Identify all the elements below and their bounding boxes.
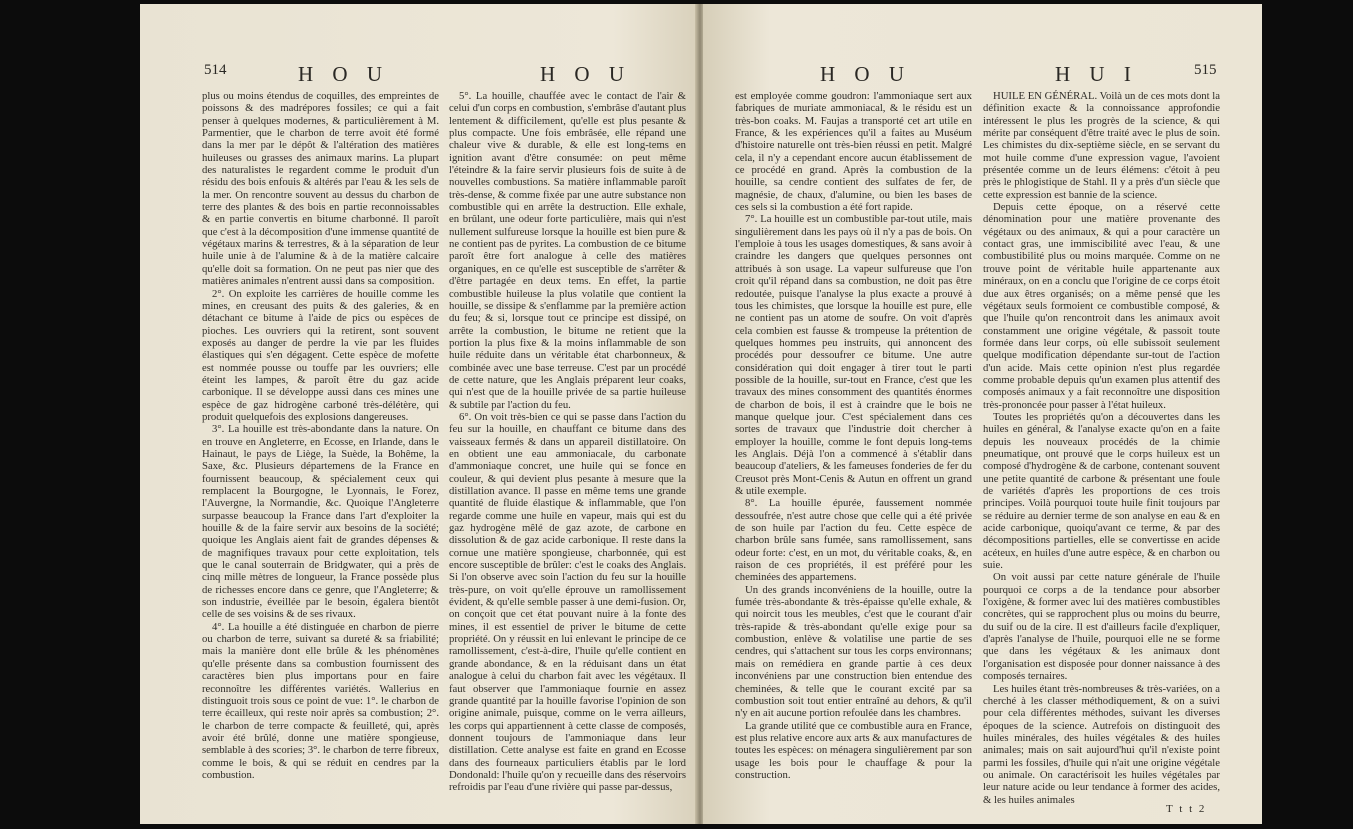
signature-mark: T t t 2 <box>1166 803 1207 815</box>
right-page-column-1 <box>735 90 972 802</box>
page-number-left: 514 <box>204 62 227 78</box>
right-page <box>703 4 1262 824</box>
paragraph: 2°. On exploite les carrières de houille comme les mines, en creusant des puits & des galeries, & en détachant ce bitume à l'aide de pics ou espèces de pioches. Les ouvriers qui la retirent, sont souvent exposés au danger de perdre la vie par les fluides élastiques qui s'en dégagent. Cette espèce de mofette est nommée pousse ou touffe par les ouvriers; elle éteint les lampes, & paroît être du gaz acide carbonique. Il se développe aussi dans ces mines une espèce de gaz hidrogène carboné très-délétère, qui produit quelquefois des explosions dangereuses. <box>202 287 439 423</box>
paragraph: 5°. La houille, chauffée avec le contact de l'air & celui d'un corps en combustion, s'embrâse d'autant plus lentement & difficilement, qu'elle est plus pesante & plus compacte. Une fois embrâsée, elle répand une chaleur vive & durable, & elle est long-tems en ignition avant d'être consumée: on peut même l'éteindre & la faire servir plusieurs fois de suite à de nouvelles combustions. Sa matière inflammable paroît très-dense, & comme fixée par une autre substance non combustible qui en arrête la destruction. Elle exhale, en brûlant, une odeur forte particulière, mais qui n'est nullement sulfureuse lorsque la houille est bien pure & ne contient pas de pyrites. La combustion de ce bitume paroît être fort analogue à celle des matières organiques, en ce qu'elle est susceptible de s'arrêter & d'être partagée en deux tems. En effet, la partie combustible huileuse la plus volatile que contient la houille, se dissipe & s'enflamme par la première action du feu; & si, lorsque tout ce principe est dissipé, on arrête la combustion, le bitume ne retient que la portion la plus fixe & la moins inflammable de son huile réduite dans un véritable état charbonneux, & combinée avec une base terreuse. C'est par un procédé de cette nature, que les Anglais préparent leur coaks, qui n'est que de la houille privée de sa partie huileuse & subtile par l'action du feu. <box>449 90 686 411</box>
page-number-right: 515 <box>1194 62 1217 78</box>
paragraph: Toutes les propriétés qu'on a découvertes dans les huiles en général, & l'analyse exacte qu'on en a faite depuis les nouveaux procédés de la chimie pneumatique, ont prouvé que le corps huileux est un composé d'hydrogène & de carbone, contenant souvent une petite quantité de carbone & présentant une foule de variétés d'après les proportions de ces trois principes. Voilà pourquoi toute huile finit toujours par se réduire au dernier terme de son analyse en eau & en acide carbonique, quoiqu'avant ce terme, & par des décompositions partielles, elle se convertisse en acide acéteux, en huiles d'une autre espèce, & en charbon ou suie. <box>983 410 1220 572</box>
open-book <box>140 4 1262 824</box>
paragraph: Un des grands inconvéniens de la houille, outre la fumée très-abondante & très-épaisse qu'elle exhale, & qui noircit tous les meubles, c'est que le courant d'air très-rapide & très-abondant qu'elle exige pour sa combustion, enlève & volatilise une partie de ses cendres, qui s'attachent sur tous les corps environnans; mais on remédiera en grande partie à ces deux inconvéniens par une construction bien entendue des cheminées, & telle que le courant excité par sa combustion soit tout entier entraîné au dehors, & qu'il n'y en ait aucune portion refoulée dans les chambres. <box>735 583 972 720</box>
running-head-left-2: H O U <box>540 62 631 86</box>
paragraph: 4°. La houille a été distinguée en charbon de pierre ou charbon de terre, suivant sa dureté & sa friabilité; mais la manière dont elle brûle & les phénomènes qu'elle présente dans sa combustion fournissent des caractères bien plus importans pour en faire reconnoître les différentes variétés. Wallerius en distinguoit trois sous ce point de vue: 1°. le charbon de terre écailleux, qui reste noir après sa combustion; 2°. le charbon de terre compacte & feuilleté, qui, après avoir été brûlé, donne une matière spongieuse, semblable à des scories; 3°. le charbon de terre fibreux, comme le bois, & qui se réduit en cendres par la combustion. <box>202 620 439 781</box>
paragraph: Depuis cette époque, on a réservé cette dénomination pour une matière provenante des végétaux ou des animaux, & qui a pour caractère un contact gras, une immiscibilité avec l'eau, & une combustibilité plus ou moins marquée. Comme on ne trouve point de véritable huile appartenante aux minéraux, on en a conclu que l'origine de ce corps étoit due aux êtres organisés; on a même pensé que les végétaux seuls formoient ce combustible composé, & que l'huile qu'on rencontroit dans les animaux avoit constamment une origine végétale, & passoit toute formée dans leur corps, où elle subissoit seulement quelque modification dépendante sur-tout de l'action d'un acide. Mais cette opinion n'est plus regardée comme probable depuis qu'un examen plus attentif des composés animaux y a fait reconnoître une disposition très-prononcée pour passer à l'état huileux. <box>983 201 1220 411</box>
running-head-left-1: H O U <box>298 62 389 86</box>
paragraph: Les huiles étant très-nombreuses & très-variées, on a cherché à les classer méthodiquement, & on a suivi pour cela différentes méthodes, suivant les diverses époques de la science. Autrefois on distinguoit des huiles minérales, des huiles végétales & des huiles animales; mais on sait aujourd'hui qu'il n'existe point parmi les fossiles, d'huile qui n'ait une origine végétale ou animale. On caractérisoit les huiles végétales par leur nature acide ou leur tendance à former des acides, & les huiles animales <box>983 682 1220 806</box>
paragraph: HUILE EN GÉNÉRAL. Voilà un de ces mots dont la définition exacte & la connoissance approfondie intéressent le plus les progrès de la science, & qui mérite par conséquent d'être traité avec le plus de soin. Les chimistes du dix-septième siècle, en se servant du mot huile comme d'une expression vague, l'avoient présentée comme un de leurs élémens: c'étoit à peu près le phlogistique de Stahl. Il y a près d'un siècle que cette expression est bannie de la science. <box>983 90 1220 201</box>
paragraph: On voit aussi par cette nature générale de l'huile pourquoi ce corps a de la tendance pour absorber l'oxigène, & former avec lui des matières combustibles concrètes, qui se rapprochent plus ou moins du beurre, du suif ou de la cire. Il est d'ailleurs facile d'expliquer, d'après l'analyse de l'huile, pourquoi elle ne se forme que dans les végétaux & les animaux dont l'organisation est disposée pour donner naissance à des composés ternaires. <box>983 571 1220 683</box>
running-head-right-2: H U I <box>1055 62 1138 86</box>
paragraph: 7°. La houille est un combustible par-tout utile, mais singulièrement dans les pays où il n'y a pas de bois. On l'emploie à tous les usages domestiques, & sans avoir à craindre les dangers que quelques personnes ont attribués à son usage. La vapeur sulfureuse que l'on croit qu'il répand dans sa combustion, ne doit pas être redoutée, puisque l'analyse la plus exacte a prouvé à tous les chimistes, que lorsque la houille est pure, elle ne contient pas un atome de soufre. On voit d'après cela combien est fausse & trompeuse la prétention de quelques hommes peu instruits, qui annoncent des procédés pour dessoufrer ce bitume. Une autre considération qui doit engager à tirer tout le parti possible de la houille, sur-tout en France, c'est que les travaux des mines consomment des quantités énormes de charbon de bois, il est à craindre que le bois ne manque quelque jour. C'est spécialement dans ces sortes de travaux que l'industrie doit chercher à employer la houille, comme le font depuis long-tems les Anglais. Déjà l'on a commencé à s'établir dans beaucoup d'ateliers, & les fameuses fonderies de fer du Creusot près Mont-Cenis & Autun en offrent un grand & utile exemple. <box>735 213 972 497</box>
left-page-column-1 <box>202 90 439 802</box>
paragraph: plus ou moins étendus de coquilles, des empreintes de poissons & des madrépores fossiles; ce qui a fait penser à quelques modernes, & particulièrement à M. Parmentier, que le charbon de terre avoit été formé dans la mer par le dépôt & l'altération des matières huileuses ou grasses des animaux marins. La plupart des naturalistes le regardent comme le produit d'un résidu des bois enfouis & altérés par l'eau & les sels de la mer. On rencontre souvent au dessus du charbon de terre des plantes & des bois en partie reconnoissables & en partie convertis en bitume charbonné. Il paroît que c'est à la décomposition d'une immense quantité de végétaux marins & terrestres, & à la séparation de leur huile unie à de l'alumine & à de la matière calcaire qu'elle doit sa formation. On ne peut pas nier que des matières animales n'entrent aussi dans sa composition. <box>202 90 439 288</box>
left-page-column-2 <box>449 90 686 802</box>
paragraph: 3°. La houille est très-abondante dans la nature. On en trouve en Angleterre, en Ecosse, en Irlande, dans le Hainaut, le pays de Liège, la Suède, la Bohême, la Saxe, &c. Plusieurs départemens de la France en fournissent beaucoup, & spécialement ceux qui remplacent la Bourgogne, le Lyonnais, le Forez, l'Auvergne, la Normandie, &c. Quoique l'Angleterre surpasse beaucoup la France dans l'art d'exploiter la houille & de la faire servir aux besoins de la société; quoique les Anglais aient fait de grandes dépenses & de magnifiques travaux pour cette exploitation, tels que le canal souterrain de Bridgwater, qui a près de cinq mille mètres de longueur, la France possède plus de richesses encore dans ce genre, que l'Angleterre; & son industrie, éveillée par le besoin, égalera bientôt celle de ses voisins & de ses rivaux. <box>202 423 439 621</box>
running-head-right-1: H O U <box>820 62 911 86</box>
paragraph: La grande utilité que ce combustible aura en France, est plus relative encore aux arts & aux manufactures de toutes les espèces: on ménagera singulièrement par son usage les bois pour le chauffage & pour la construction. <box>735 719 972 781</box>
paragraph: est employée comme goudron: l'ammoniaque sert aux fabriques de muriate ammoniacal, & le résidu est un très-bon coaks. M. Faujas a transporté cet art utile en France, & les expériences qu'il a faites au Muséum d'histoire naturelle ont très-bien réussi en petit. Malgré cela, il n'y a cependant encore aucun établissement de ce procédé en grand. Après la combustion de la houille, sa cendre contient des sulfates de fer, de magnésie, de chaux, d'alumine, ou bien les bases de ces sels si la combustion a été fort rapide. <box>735 90 972 214</box>
paragraph: 8°. La houille épurée, faussement nommée dessoufrée, n'est autre chose que celle qui a été privée de son huile par l'action du feu. Cette espèce de charbon brûle sans fumée, sans ramollissement, sans odeur forte: c'est, en un mot, du véritable coaks, &, en raison de ces propriétés, il est préféré pour les cheminées des appartemens. <box>735 497 972 584</box>
right-page-column-2 <box>983 90 1220 806</box>
paragraph: 6°. On voit très-bien ce qui se passe dans l'action du feu sur la houille, en chauffant ce bitume dans des vaisseaux fermés & dans un appareil distillatoire. On en obtient une eau ammoniacale, du carbonate d'ammoniaque concret, une huile qui se fonce en couleur, & qui devient plus pesante à mesure que la distillation avance. Il passe en même tems une grande quantité de fluide élastique & inflammable, que l'on regarde comme une huile en vapeur, mais qui est du gaz hydrogène mêlé de gaz azote, de carbone en dissolution & de gaz acide carbonique. Il reste dans la cornue une matière spongieuse, charbonnée, qui est encore susceptible de brûler: c'est le coaks des Anglais. Si l'on observe avec soin l'action du feu sur la houille très-pure, on voit qu'elle éprouve un ramollissement évident, & qu'elle semble passer à une demi-fusion. Or, on conçoit que cet état pouvant nuire à la fonte des mines, il est essentiel de priver le bitume de cette propriété. On y réussit en lui enlevant le principe de ce ramollissement, c'est-à-dire, l'huile qu'elle contient en grande abondance, & en la réduisant dans un état analogue à celui du charbon fait avec les végétaux. Il faut observer que l'ammoniaque fournie en assez grande quantité par la houille favorise l'opinion de son origine animale, puisque, comme on le verra ailleurs, les corps qui appartiennent à cette classe de composés, donnent toujours de l'ammoniaque dans leur distillation. Cette analyse est faite en grand en Ecosse dans des fourneaux particuliers établis par le lord Dondonald: l'huile qu'on y recueille dans des réservoirs refroidis par l'eau d'une rivière qui passe par-dessus, <box>449 410 686 794</box>
left-page <box>140 4 697 824</box>
